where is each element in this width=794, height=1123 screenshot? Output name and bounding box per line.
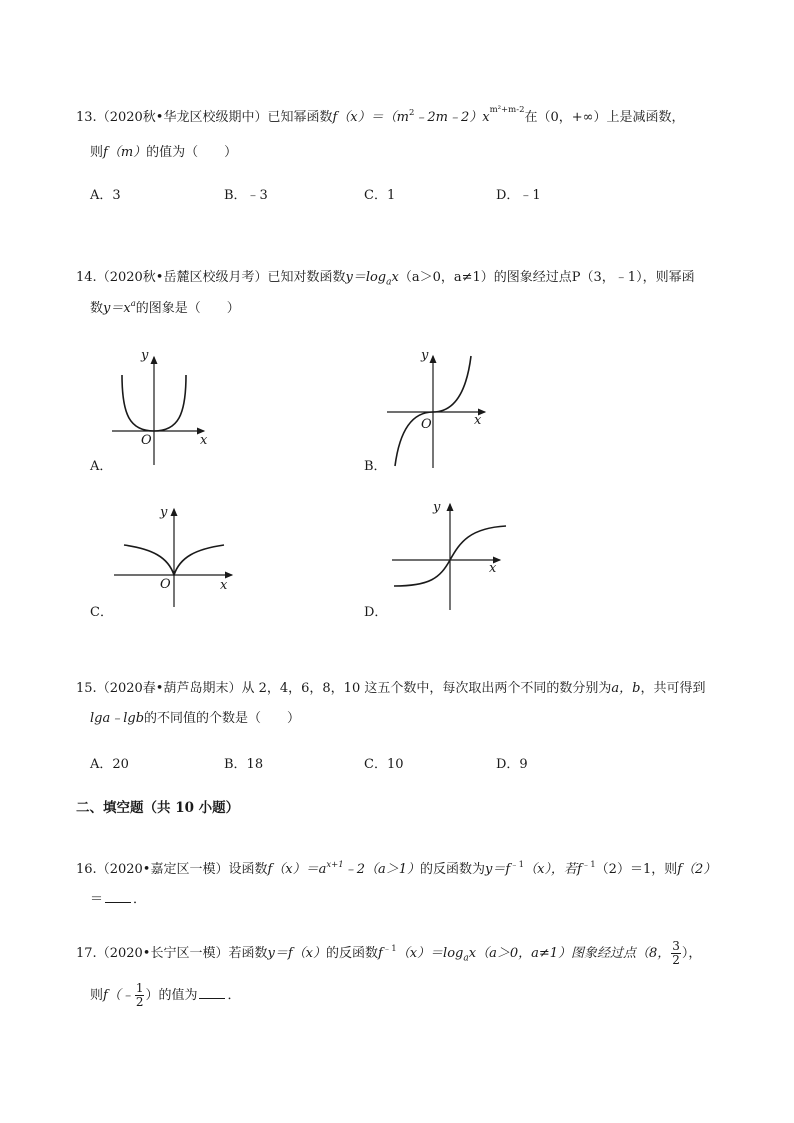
q17-text-a: 若函数 xyxy=(228,946,268,961)
q16-inv2: （x），若 xyxy=(524,862,577,877)
q16-line2 xyxy=(90,890,146,910)
q14-line2-a: 数 xyxy=(90,301,104,316)
q17-frac2-den: 2 xyxy=(135,995,144,1009)
q15-number: 15. xyxy=(76,681,97,696)
q16-ask: f（2） xyxy=(677,862,717,877)
q17-inv2: （x）＝log xyxy=(396,946,464,961)
q15-vars: a，b xyxy=(611,681,641,696)
graph-c-y: y xyxy=(160,505,168,520)
q13-fx: f（x）＝（m xyxy=(332,110,409,125)
q17-line2-f: f（﹣ xyxy=(103,988,134,1003)
section-heading: 二、填空题（共 10 小题） xyxy=(76,800,240,816)
q14-option-b: B． xyxy=(364,459,387,474)
graph-c xyxy=(112,505,237,610)
q15-source: （2020春•葫芦岛期末） xyxy=(96,681,242,696)
q17-frac2-num: 1 xyxy=(135,981,144,995)
q15-expr: lga﹣lgb xyxy=(90,711,145,726)
graph-d-x: x xyxy=(489,561,497,576)
graph-b-x: x xyxy=(474,413,482,428)
q16-cond-sup: ﹣1 xyxy=(581,860,596,870)
q13-option-c: C．1 xyxy=(364,188,396,203)
q13-option-b: B．﹣3 xyxy=(224,188,268,203)
q14-option-d: D． xyxy=(364,605,388,620)
q14-number: 14. xyxy=(76,270,97,285)
q13-source: （2020秋•华龙区校级期中） xyxy=(96,110,268,125)
q16-expr2: ﹣2（a＞1） xyxy=(343,862,420,877)
q17-fraction-3-2 xyxy=(671,940,681,967)
graph-a xyxy=(110,345,220,470)
q14-option-c: C． xyxy=(90,605,113,620)
q16-number: 16. xyxy=(76,862,97,877)
q17-answer-blank[interactable] xyxy=(199,986,225,999)
q17-line1 xyxy=(76,940,701,969)
q17-line2 xyxy=(90,982,241,1009)
q16-inv-sup: ﹣1 xyxy=(510,860,525,870)
q17-number: 17. xyxy=(76,946,97,961)
q15-option-d: D．9 xyxy=(496,757,528,772)
q14-text-a: 已知对数函数 xyxy=(267,270,346,285)
q14-line2-sup: a xyxy=(130,299,136,309)
q16-expr: f（x）＝a xyxy=(267,862,327,877)
q14-eq2: x xyxy=(391,270,399,285)
q16-text-b: 的反函数为 xyxy=(420,862,486,877)
q16-source: （2020•嘉定区一模） xyxy=(96,862,229,877)
q14-sub-a: a xyxy=(386,277,392,288)
graph-b-o: O xyxy=(421,417,432,432)
q17-close: ）， xyxy=(681,946,702,961)
graph-b-y: y xyxy=(421,348,429,363)
q17-sub-a: a xyxy=(463,953,469,964)
q14-line2-eq: y＝x xyxy=(103,301,131,316)
q13-rest: ﹣2m﹣2）x xyxy=(414,110,490,125)
q13-line1: 13.（2020秋•华龙区校级期中）已知幂函数$f(x)=(m^2﹣2m﹣2)x^{m^2+m-2}$在（0，+∞）上是减函数， xyxy=(76,105,685,125)
q13-option-d: D．﹣1 xyxy=(496,188,541,203)
q16-end: ． xyxy=(133,892,147,907)
q14-option-a: A． xyxy=(90,459,113,474)
q14-cond: （a＞0，a≠1）的图象经过点 xyxy=(398,270,572,285)
q15-line2 xyxy=(90,709,300,729)
q16-text-a: 设函数 xyxy=(228,862,268,877)
graph-c-x: x xyxy=(220,578,228,593)
q17-source: （2020•长宁区一模） xyxy=(96,946,229,961)
q13-line2 xyxy=(90,143,237,163)
q17-text-b: 的反函数 xyxy=(325,946,378,961)
q15-option-a: A．20 xyxy=(90,757,129,772)
q13-line2-b: 的值为（ ） xyxy=(146,145,238,160)
q17-line2-b: ）的值为 xyxy=(145,988,198,1003)
graph-d xyxy=(390,500,510,612)
q17-frac-num: 3 xyxy=(672,939,680,953)
q13-fm: f（m） xyxy=(103,145,147,160)
q14-source: （2020秋•岳麓区校级月考） xyxy=(96,270,268,285)
q15-option-c: C．10 xyxy=(364,757,404,772)
q13-number: 13. xyxy=(76,110,97,125)
q15-line2-b: 的不同值的个数是（ ） xyxy=(144,711,301,726)
q17-inv3: x（a＞0，a≠1）图象经过点（8， xyxy=(468,946,671,961)
q13-option-a: A．3 xyxy=(90,188,121,203)
q15-option-b: B．18 xyxy=(224,757,264,772)
q14-point: P（3，﹣1），则幂函 xyxy=(571,270,695,285)
graph-a-x: x xyxy=(200,433,208,448)
q17-inv: f xyxy=(377,946,383,961)
q14-line2 xyxy=(90,299,240,319)
graph-a-o: O xyxy=(141,433,152,448)
graph-a-y: y xyxy=(141,348,149,363)
q14-line2-b: 的图象是（ ） xyxy=(135,301,240,316)
q14-line1 xyxy=(76,268,695,293)
q16-line1 xyxy=(76,860,716,880)
q16-inv: y＝f xyxy=(485,862,511,877)
q15-line1 xyxy=(76,679,705,699)
graph-c-o: O xyxy=(160,577,171,592)
q16-answer-blank[interactable] xyxy=(105,890,131,903)
q13-exponent: m²+m-2 xyxy=(489,105,525,115)
q13-text-b: 在（0，+∞）上是减函数， xyxy=(524,110,685,125)
q14-eq: y＝log xyxy=(345,270,387,285)
q15-text-a: 从 2，4，6，8，10 这五个数中，每次取出两个不同的数分别为 xyxy=(241,681,612,696)
q17-inv-sup: ﹣1 xyxy=(382,944,397,954)
q13-line2-a: 则 xyxy=(90,145,104,160)
graph-d-y: y xyxy=(433,500,441,515)
q16-cond: f xyxy=(576,862,582,877)
q17-frac-den: 2 xyxy=(672,953,680,967)
q17-fraction-1-2 xyxy=(135,982,145,1009)
q17-line2-a: 则 xyxy=(90,988,104,1003)
q16-exp: x+1 xyxy=(326,860,344,870)
q13-text-a: 已知幂函数 xyxy=(267,110,333,125)
q15-text-b: ，共可得到 xyxy=(640,681,706,696)
q16-cond2: （2）＝1，则 xyxy=(595,862,678,877)
q17-expr: y＝f（x） xyxy=(267,946,326,961)
q16-eq: ＝ xyxy=(90,892,104,907)
q17-end: ． xyxy=(227,988,241,1003)
